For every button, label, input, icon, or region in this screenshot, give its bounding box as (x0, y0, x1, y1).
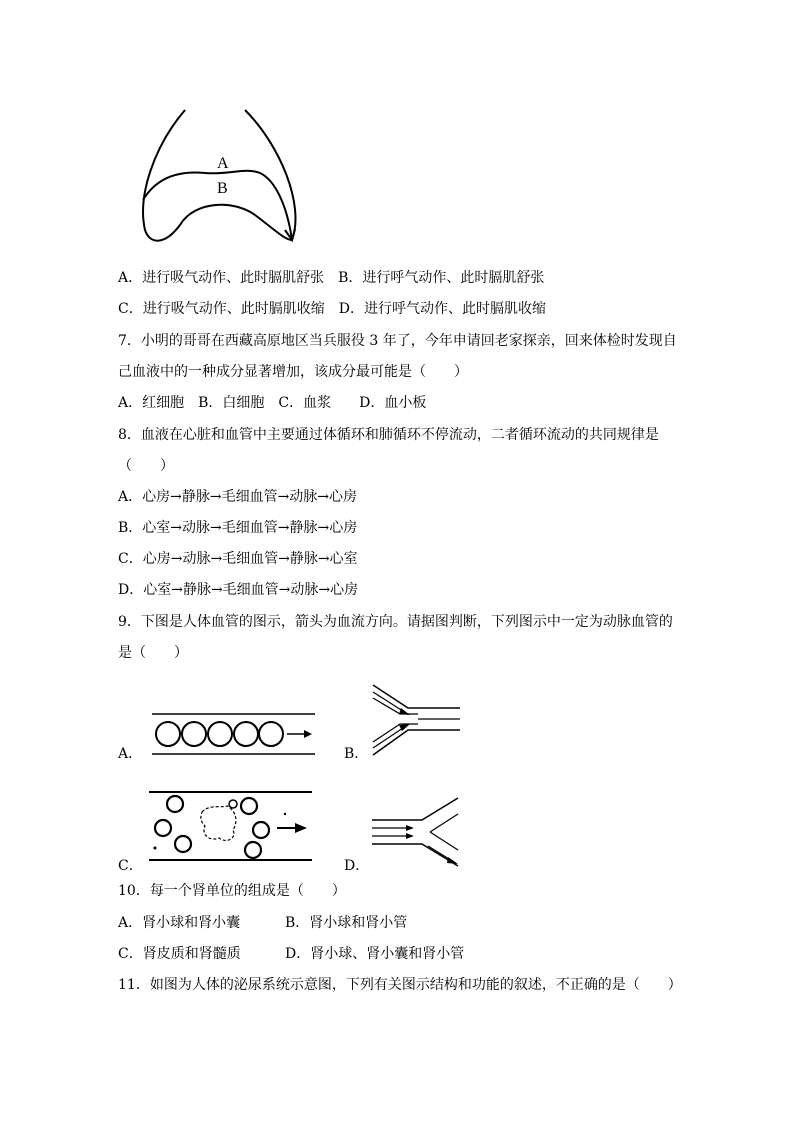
q10-option-b: B．肾小球和肾小管 (285, 915, 408, 931)
q8-stem-line2: （ ） (118, 458, 174, 474)
vessel-figure-a (150, 708, 320, 760)
q9-stem-line1: 9．下图是人体血管的图示，箭头为血流方向。请据图判断，下列图示中一定为动脉血管的 (118, 614, 673, 630)
q7-stem-line1: 7．小明的哥哥在西藏高原地区当兵服役 3 年了，今年申请回老家探亲，回来体检时发现自 (118, 333, 677, 349)
q8-option-d: D．心室→静脉→毛细血管→动脉→心房 (118, 582, 359, 598)
label-a: A (217, 155, 229, 172)
q6-option-row-2 (118, 299, 546, 319)
q7-option-b: B．白细胞 (198, 395, 265, 411)
q6-option-d: D．进行呼气动作、此时膈肌收缩 (338, 301, 546, 317)
q11-stem: 11．如图为人体的泌尿系统示意图，下列有关图示结构和功能的叙述，不正确的是（ ） (118, 977, 682, 993)
vessel-figure-b (368, 680, 468, 760)
label-b: B (217, 180, 228, 197)
q10-stem: 10．每一个肾单位的组成是（ ） (118, 883, 346, 899)
q7-option-d: D．血小板 (359, 395, 427, 411)
q9-label-a: A． (118, 746, 143, 762)
q10-option-row-2 (118, 944, 464, 964)
q10-option-a: A．肾小球和肾小囊 (118, 915, 241, 931)
q7-option-a: A．红细胞 (118, 395, 185, 411)
q9-label-c: C． (118, 858, 143, 874)
q6-option-b: B．进行呼气动作、此时膈肌舒张 (338, 270, 545, 286)
q8-option-b: B．心室→动脉→毛细血管→静脉→心房 (118, 520, 358, 536)
vessel-figure-c (147, 786, 317, 866)
q8-option-c: C．心房→动脉→毛细血管→静脉→心室 (118, 551, 358, 567)
q6-option-row-1 (118, 268, 544, 288)
q9-label-d: D． (344, 858, 370, 874)
q7-stem-line2: 己血液中的一种成分显著增加，该成分最可能是（ ） (118, 364, 468, 380)
q9-label-b: B． (344, 746, 369, 762)
q6-option-c: C．进行吸气动作、此时膈肌收缩 (118, 301, 325, 317)
q7-options (118, 393, 426, 413)
vessel-figure-d (370, 794, 470, 870)
q10-option-c: C．肾皮质和肾髓质 (118, 946, 241, 962)
q10-option-d: D．肾小球、肾小囊和肾小管 (285, 946, 465, 962)
q9-stem-line2: 是（ ） (118, 645, 188, 661)
q8-stem-line1: 8．血液在心脏和血管中主要通过体循环和肺循环不停流动，二者循环流动的共同规律是 (118, 427, 659, 443)
q7-option-c: C．血浆 (278, 395, 332, 411)
q10-option-row-1 (118, 913, 407, 933)
q8-option-a: A．心房→静脉→毛细血管→动脉→心房 (118, 489, 358, 505)
diaphragm-figure (135, 105, 305, 250)
q6-option-a: A．进行吸气动作、此时膈肌舒张 (118, 270, 325, 286)
